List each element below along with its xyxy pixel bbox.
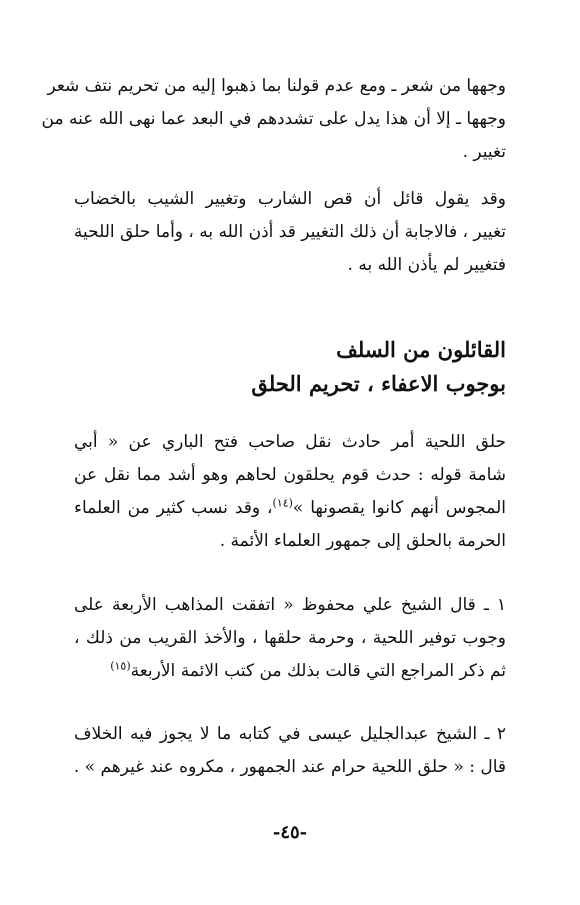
paragraph-shaving-is-innovation bbox=[74, 426, 506, 558]
text-line: ٢ ـ الشيخ عبدالجليل عيسى في كتابه ما لا يجوز فيه الخلاف bbox=[74, 724, 506, 744]
text-line: حلق اللحية أمر حادث نقل صاحب فتح الباري عن « أبي bbox=[74, 432, 506, 452]
paragraph-changing-grey-hair bbox=[74, 183, 506, 282]
section-heading-line-2: بوجوب الاعفاء ، تحريم الحلق bbox=[251, 371, 506, 396]
text-line: وجهها من شعر ـ ومع عدم قولنا بما ذهبوا إليه من تحريم نتف شعر bbox=[47, 76, 506, 96]
text-line: تغيير . bbox=[462, 142, 506, 162]
text-line: تغيير ، فالاجابة أن ذلك التغيير قد أذن الله به ، وأما حلق اللحية bbox=[73, 222, 506, 242]
text-line: فتغيير لم يأذن الله به . bbox=[347, 255, 506, 275]
page-number: -٤٥- bbox=[272, 822, 308, 843]
section-heading-line-1: القائلون من السلف bbox=[336, 337, 506, 362]
text-line: شامة قوله : حدث قوم يحلقون لحاهم وهو أشد مما نقل عن bbox=[74, 465, 506, 485]
paragraph-point-2-abduljalil-issa bbox=[74, 718, 506, 784]
text-line: قال : « حلق اللحية حرام عند الجمهور ، مكروه عند غيرهم » . bbox=[73, 757, 506, 777]
text-line: وجوب توفير اللحية ، وحرمة حلقها ، والأخذ القريب من ذلك ، bbox=[74, 628, 506, 648]
footnote-ref-14: (١٤) bbox=[272, 496, 293, 510]
text-segment: ثم ذكر المراجع التي قالت بذلك من كتب الائمة الأربعة bbox=[130, 661, 506, 681]
text-segment: المجوس أنهم كانوا يقصونها » bbox=[292, 498, 506, 518]
text-segment: ، وقد نسب كثير من العلماء bbox=[74, 498, 273, 518]
text-line-with-footnote bbox=[74, 492, 506, 525]
footnote-ref-15: (١٥) bbox=[110, 659, 131, 673]
section-heading bbox=[74, 333, 506, 401]
text-line-with-footnote bbox=[74, 655, 506, 688]
text-line: وجهها ـ إلا أن هذا يدل على تشددهم في البعد عما نهى الله عنه من bbox=[41, 109, 506, 129]
text-line: ١ ـ قال الشيخ علي محفوظ « اتفقت المذاهب الأربعة على bbox=[74, 595, 506, 615]
paragraph-point-1-ali-mahfouz bbox=[74, 589, 506, 688]
text-line: الحرمة بالحلق إلى جمهور العلماء الأئمة . bbox=[219, 531, 506, 551]
text-line: وقد يقول قائل أن قص الشارب وتغيير الشيب بالخضاب bbox=[74, 189, 506, 209]
paragraph-shaving-face-hair bbox=[41, 70, 506, 169]
